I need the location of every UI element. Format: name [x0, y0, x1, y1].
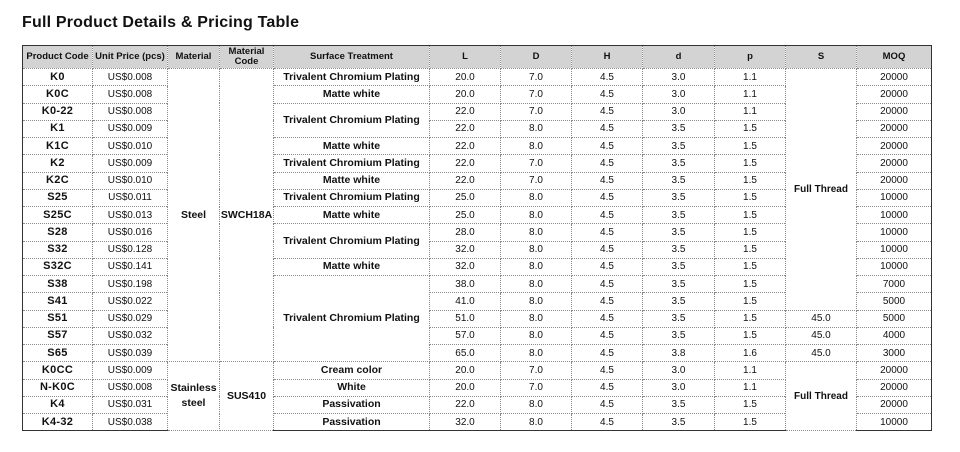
table-row	[23, 327, 932, 344]
l-cell: 20.0	[430, 362, 501, 379]
p-cell: 1.5	[715, 276, 786, 293]
l-cell: 65.0	[430, 345, 501, 362]
p-cell: 1.5	[715, 172, 786, 189]
surface-treatment-cell: White	[274, 379, 430, 396]
h-cell: 4.5	[572, 327, 643, 344]
h-cell: 4.5	[572, 362, 643, 379]
d-upper-cell: 7.0	[501, 362, 572, 379]
l-cell: 22.0	[430, 138, 501, 155]
header-moq: MOQ	[857, 46, 932, 69]
unit-price-cell: US$0.198	[93, 276, 168, 293]
h-cell: 4.5	[572, 69, 643, 86]
material-cell	[168, 362, 220, 431]
l-cell: 22.0	[430, 155, 501, 172]
surface-treatment-cell: Matte white	[274, 86, 430, 103]
p-cell: 1.1	[715, 86, 786, 103]
l-cell: 20.0	[430, 379, 501, 396]
p-cell: 1.5	[715, 396, 786, 413]
table-row	[23, 345, 932, 362]
d-lower-cell: 3.5	[643, 258, 715, 275]
moq-cell: 20000	[857, 396, 932, 413]
header-material-code	[220, 46, 274, 69]
s-cell: 45.0	[786, 327, 857, 344]
h-cell: 4.5	[572, 414, 643, 431]
p-cell: 1.5	[715, 258, 786, 275]
moq-cell: 10000	[857, 189, 932, 206]
product-code-cell: K0CC	[23, 362, 93, 379]
header-material: Material	[168, 46, 220, 69]
surface-treatment-cell: Trivalent Chromium Plating	[274, 189, 430, 206]
d-upper-cell: 8.0	[501, 293, 572, 310]
moq-cell: 10000	[857, 241, 932, 258]
p-cell: 1.5	[715, 310, 786, 327]
product-code-cell: S28	[23, 224, 93, 241]
s-cell: 45.0	[786, 310, 857, 327]
l-cell: 32.0	[430, 258, 501, 275]
moq-cell: 7000	[857, 276, 932, 293]
product-code-cell: K1C	[23, 138, 93, 155]
product-code-cell: S41	[23, 293, 93, 310]
p-cell: 1.5	[715, 414, 786, 431]
moq-cell: 20000	[857, 86, 932, 103]
moq-cell: 20000	[857, 103, 932, 120]
surface-treatment-cell: Trivalent Chromium Plating	[274, 276, 430, 362]
h-cell: 4.5	[572, 293, 643, 310]
header-l: L	[430, 46, 501, 69]
moq-cell: 10000	[857, 414, 932, 431]
d-lower-cell: 3.0	[643, 362, 715, 379]
d-upper-cell: 8.0	[501, 276, 572, 293]
d-upper-cell: 7.0	[501, 103, 572, 120]
product-code-cell: K2C	[23, 172, 93, 189]
d-upper-cell: 8.0	[501, 396, 572, 413]
h-cell: 4.5	[572, 258, 643, 275]
l-cell: 38.0	[430, 276, 501, 293]
moq-cell: 20000	[857, 138, 932, 155]
d-lower-cell: 3.0	[643, 103, 715, 120]
d-lower-cell: 3.5	[643, 207, 715, 224]
d-upper-cell: 7.0	[501, 379, 572, 396]
material-code-cell: SWCH18A	[220, 69, 274, 362]
surface-treatment-cell: Trivalent Chromium Plating	[274, 103, 430, 138]
d-upper-cell: 8.0	[501, 138, 572, 155]
d-lower-cell: 3.5	[643, 189, 715, 206]
d-lower-cell: 3.5	[643, 172, 715, 189]
moq-cell: 20000	[857, 120, 932, 137]
header-unit-price: Unit Price (pcs)	[93, 46, 168, 69]
p-cell: 1.1	[715, 362, 786, 379]
product-code-cell: N-K0C	[23, 379, 93, 396]
d-lower-cell: 3.5	[643, 138, 715, 155]
product-code-cell: S25C	[23, 207, 93, 224]
h-cell: 4.5	[572, 103, 643, 120]
table-header-row	[23, 46, 932, 69]
unit-price-cell: US$0.128	[93, 241, 168, 258]
material-cell: Steel	[168, 69, 220, 362]
product-code-cell: K2	[23, 155, 93, 172]
surface-treatment-cell: Matte white	[274, 138, 430, 155]
product-code-cell: S65	[23, 345, 93, 362]
unit-price-cell: US$0.009	[93, 362, 168, 379]
product-code-cell: K0-22	[23, 103, 93, 120]
h-cell: 4.5	[572, 155, 643, 172]
d-upper-cell: 7.0	[501, 155, 572, 172]
product-code-cell: K4-32	[23, 414, 93, 431]
l-cell: 41.0	[430, 293, 501, 310]
product-code-cell: S51	[23, 310, 93, 327]
moq-cell: 20000	[857, 362, 932, 379]
moq-cell: 5000	[857, 293, 932, 310]
h-cell: 4.5	[572, 224, 643, 241]
l-cell: 32.0	[430, 414, 501, 431]
h-cell: 4.5	[572, 345, 643, 362]
surface-treatment-cell: Passivation	[274, 414, 430, 431]
moq-cell: 20000	[857, 379, 932, 396]
product-code-cell: K4	[23, 396, 93, 413]
surface-treatment-cell: Cream color	[274, 362, 430, 379]
s-cell: Full Thread	[786, 362, 857, 431]
s-cell: 45.0	[786, 345, 857, 362]
unit-price-cell: US$0.009	[93, 155, 168, 172]
d-upper-cell: 8.0	[501, 327, 572, 344]
d-lower-cell: 3.5	[643, 293, 715, 310]
surface-treatment-cell: Matte white	[274, 207, 430, 224]
pricing-table	[22, 45, 932, 431]
unit-price-cell: US$0.008	[93, 103, 168, 120]
material-line2: steel	[181, 397, 206, 410]
d-upper-cell: 8.0	[501, 241, 572, 258]
d-upper-cell: 8.0	[501, 258, 572, 275]
surface-treatment-cell: Passivation	[274, 396, 430, 413]
l-cell: 25.0	[430, 207, 501, 224]
surface-treatment-cell: Trivalent Chromium Plating	[274, 155, 430, 172]
d-lower-cell: 3.8	[643, 345, 715, 362]
unit-price-cell: US$0.039	[93, 345, 168, 362]
d-upper-cell: 8.0	[501, 345, 572, 362]
p-cell: 1.5	[715, 224, 786, 241]
d-lower-cell: 3.5	[643, 224, 715, 241]
p-cell: 1.5	[715, 138, 786, 155]
h-cell: 4.5	[572, 276, 643, 293]
h-cell: 4.5	[572, 207, 643, 224]
d-lower-cell: 3.5	[643, 327, 715, 344]
surface-treatment-cell: Matte white	[274, 258, 430, 275]
d-lower-cell: 3.5	[643, 276, 715, 293]
p-cell: 1.1	[715, 379, 786, 396]
d-upper-cell: 8.0	[501, 120, 572, 137]
header-h: H	[572, 46, 643, 69]
l-cell: 28.0	[430, 224, 501, 241]
p-cell: 1.6	[715, 345, 786, 362]
p-cell: 1.5	[715, 327, 786, 344]
h-cell: 4.5	[572, 310, 643, 327]
moq-cell: 20000	[857, 172, 932, 189]
moq-cell: 10000	[857, 224, 932, 241]
unit-price-cell: US$0.008	[93, 379, 168, 396]
l-cell: 25.0	[430, 189, 501, 206]
d-upper-cell: 7.0	[501, 69, 572, 86]
l-cell: 22.0	[430, 120, 501, 137]
d-lower-cell: 3.5	[643, 120, 715, 137]
d-upper-cell: 8.0	[501, 207, 572, 224]
product-code-cell: K0	[23, 69, 93, 86]
h-cell: 4.5	[572, 86, 643, 103]
p-cell: 1.5	[715, 293, 786, 310]
d-lower-cell: 3.0	[643, 379, 715, 396]
header-p: p	[715, 46, 786, 69]
unit-price-cell: US$0.141	[93, 258, 168, 275]
d-lower-cell: 3.0	[643, 69, 715, 86]
unit-price-cell: US$0.008	[93, 86, 168, 103]
header-material-code-line2: Code	[234, 56, 259, 67]
d-lower-cell: 3.5	[643, 241, 715, 258]
page-title: Full Product Details & Pricing Table	[22, 14, 300, 31]
d-upper-cell: 7.0	[501, 86, 572, 103]
h-cell: 4.5	[572, 172, 643, 189]
header-s: S	[786, 46, 857, 69]
table-row	[23, 69, 932, 86]
moq-cell: 10000	[857, 258, 932, 275]
header-d-lower: d	[643, 46, 715, 69]
material-code-cell: SUS410	[220, 362, 274, 431]
table-row	[23, 310, 932, 327]
product-code-cell: S38	[23, 276, 93, 293]
product-code-cell: K1	[23, 120, 93, 137]
d-lower-cell: 3.5	[643, 155, 715, 172]
material-line1: Stainless	[170, 382, 217, 395]
unit-price-cell: US$0.010	[93, 138, 168, 155]
s-cell: Full Thread	[786, 69, 857, 311]
l-cell: 20.0	[430, 86, 501, 103]
moq-cell: 4000	[857, 327, 932, 344]
moq-cell: 10000	[857, 207, 932, 224]
d-upper-cell: 8.0	[501, 189, 572, 206]
p-cell: 1.5	[715, 189, 786, 206]
d-lower-cell: 3.5	[643, 396, 715, 413]
moq-cell: 3000	[857, 345, 932, 362]
d-upper-cell: 8.0	[501, 310, 572, 327]
unit-price-cell: US$0.038	[93, 414, 168, 431]
unit-price-cell: US$0.029	[93, 310, 168, 327]
h-cell: 4.5	[572, 138, 643, 155]
d-lower-cell: 3.5	[643, 414, 715, 431]
surface-treatment-cell: Trivalent Chromium Plating	[274, 224, 430, 259]
header-d-upper: D	[501, 46, 572, 69]
p-cell: 1.5	[715, 120, 786, 137]
product-code-cell: S57	[23, 327, 93, 344]
p-cell: 1.5	[715, 241, 786, 258]
d-upper-cell: 8.0	[501, 414, 572, 431]
d-lower-cell: 3.0	[643, 86, 715, 103]
l-cell: 22.0	[430, 172, 501, 189]
product-code-cell: S25	[23, 189, 93, 206]
h-cell: 4.5	[572, 120, 643, 137]
unit-price-cell: US$0.011	[93, 189, 168, 206]
d-upper-cell: 7.0	[501, 172, 572, 189]
surface-treatment-cell: Matte white	[274, 172, 430, 189]
unit-price-cell: US$0.010	[93, 172, 168, 189]
d-upper-cell: 8.0	[501, 224, 572, 241]
header-material-code-line1: Material	[228, 46, 265, 57]
unit-price-cell: US$0.031	[93, 396, 168, 413]
unit-price-cell: US$0.032	[93, 327, 168, 344]
unit-price-cell: US$0.009	[93, 120, 168, 137]
table-row	[23, 362, 932, 379]
moq-cell: 20000	[857, 69, 932, 86]
p-cell: 1.1	[715, 69, 786, 86]
moq-cell: 5000	[857, 310, 932, 327]
unit-price-cell: US$0.013	[93, 207, 168, 224]
unit-price-cell: US$0.016	[93, 224, 168, 241]
header-product-code: Product Code	[23, 46, 93, 69]
l-cell: 22.0	[430, 396, 501, 413]
l-cell: 57.0	[430, 327, 501, 344]
p-cell: 1.1	[715, 103, 786, 120]
unit-price-cell: US$0.008	[93, 69, 168, 86]
surface-treatment-cell: Trivalent Chromium Plating	[274, 69, 430, 86]
moq-cell: 20000	[857, 155, 932, 172]
h-cell: 4.5	[572, 241, 643, 258]
product-code-cell: S32C	[23, 258, 93, 275]
l-cell: 51.0	[430, 310, 501, 327]
l-cell: 32.0	[430, 241, 501, 258]
p-cell: 1.5	[715, 207, 786, 224]
h-cell: 4.5	[572, 396, 643, 413]
p-cell: 1.5	[715, 155, 786, 172]
h-cell: 4.5	[572, 189, 643, 206]
l-cell: 20.0	[430, 69, 501, 86]
unit-price-cell: US$0.022	[93, 293, 168, 310]
product-code-cell: S32	[23, 241, 93, 258]
product-code-cell: K0C	[23, 86, 93, 103]
h-cell: 4.5	[572, 379, 643, 396]
d-lower-cell: 3.5	[643, 310, 715, 327]
l-cell: 22.0	[430, 103, 501, 120]
header-surface-treatment: Surface Treatment	[274, 46, 430, 69]
